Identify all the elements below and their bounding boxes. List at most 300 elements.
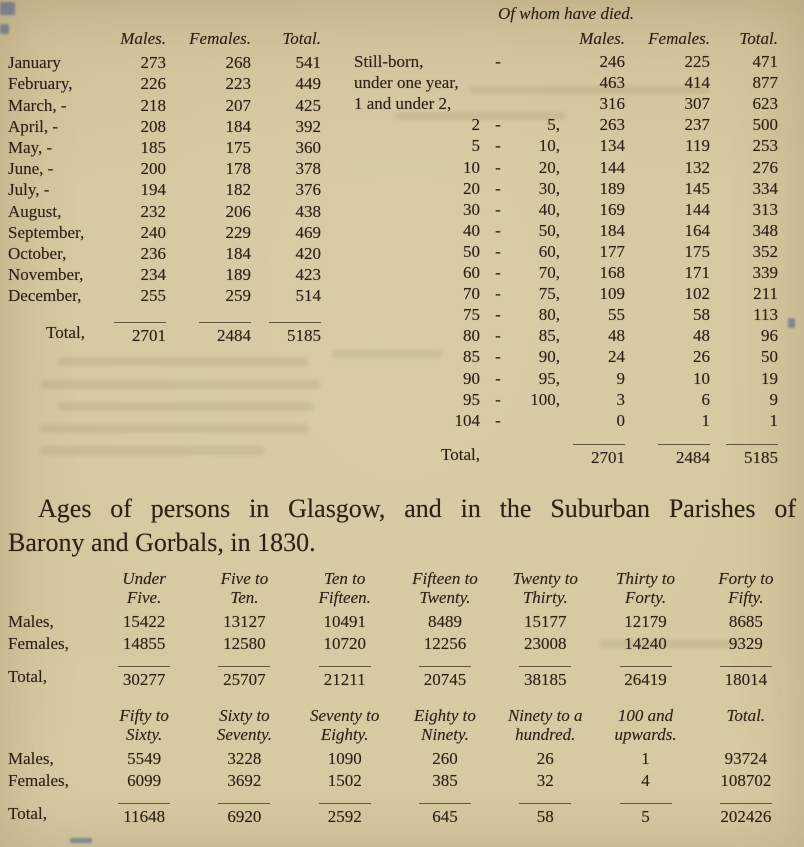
age-band-from: 85 <box>463 347 480 367</box>
deaths-total-row <box>352 444 780 468</box>
males-value: 184 <box>599 220 625 240</box>
males-value: 189 <box>599 178 625 198</box>
month-label: July, - <box>8 180 50 200</box>
females-value: 307 <box>684 94 710 114</box>
age-band-to <box>516 72 560 93</box>
age-band-row <box>352 389 780 410</box>
age-band-dash: - <box>495 220 501 240</box>
age-column-header-line1: Twenty to <box>512 569 578 588</box>
total-value: 877 <box>752 73 778 93</box>
total-label: Total, <box>46 322 85 342</box>
age-band-to <box>516 410 560 431</box>
ages-section <box>8 492 796 828</box>
age-band-dash: - <box>495 284 501 304</box>
month-row <box>8 95 330 116</box>
age-value: 9329 <box>728 634 763 653</box>
age-value: 108702 <box>720 771 772 790</box>
females-value: 178 <box>225 159 251 179</box>
monthly-rows <box>8 52 330 306</box>
age-band-from: 80 <box>463 326 480 346</box>
month-label: October, <box>8 244 67 264</box>
females-value: 175 <box>225 138 251 158</box>
age-band-dash: - <box>495 368 501 388</box>
age-band-row <box>352 51 780 72</box>
age-band-to: 75, <box>538 284 560 304</box>
age-column-header-line1: Fifteen to <box>412 569 478 588</box>
age-column-header-line2: Eighty. <box>320 725 369 744</box>
month-label: June, - <box>8 159 54 179</box>
total-cell <box>495 666 595 691</box>
total-value: 469 <box>295 222 321 242</box>
total-value: 378 <box>295 159 321 179</box>
age-column-header-line1: Forty to <box>718 569 774 588</box>
age-band-from: 50 <box>463 241 480 261</box>
total-value: 96 <box>761 326 778 346</box>
row-label: Females, <box>8 771 69 790</box>
total-value: 392 <box>295 116 321 136</box>
month-label: August, <box>8 201 62 221</box>
age-band-from: 1 and under 2, <box>354 94 452 114</box>
age-band-row <box>352 368 780 389</box>
total-females-value: 2484 <box>199 322 251 346</box>
age-band-dash: - <box>495 326 501 346</box>
females-value: 171 <box>684 263 710 283</box>
age-value: 12580 <box>223 634 266 653</box>
ages-table-part2 <box>8 706 796 828</box>
bleedthrough-smudge <box>40 424 308 433</box>
bleedthrough-smudge <box>58 402 313 411</box>
month-row <box>8 73 330 94</box>
total-value: 352 <box>752 241 778 261</box>
age-band-to: 100, <box>530 389 560 409</box>
ages-table-part1 <box>8 569 796 691</box>
males-value: 232 <box>140 201 166 221</box>
total-males-cell <box>108 322 166 346</box>
total-column-header: Total. <box>282 29 321 48</box>
total-value: 449 <box>295 74 321 94</box>
month-label: February, <box>8 74 73 94</box>
age-band-row <box>352 262 780 283</box>
age-band-to: 70, <box>538 263 560 283</box>
age-band-from: 60 <box>463 263 480 283</box>
males-value: 218 <box>140 95 166 115</box>
month-label: January <box>8 53 61 73</box>
age-column-header-line2: Fifteen. <box>318 588 371 607</box>
ages2-rows <box>8 748 796 792</box>
total-cell <box>595 803 695 828</box>
age-column-header-line2: Ninety. <box>421 725 469 744</box>
females-value: 58 <box>693 305 710 325</box>
males-value: 48 <box>608 326 625 346</box>
age-column-header <box>94 569 194 607</box>
females-value: 206 <box>225 201 251 221</box>
age-column-header-line2: Sixty. <box>125 725 163 744</box>
age-band-row <box>352 346 780 367</box>
age-band-to: 20, <box>538 157 560 177</box>
month-row <box>8 201 330 222</box>
age-band-row <box>352 304 780 325</box>
total-column-header: Total. <box>739 29 778 48</box>
age-value: 260 <box>432 749 458 768</box>
females-column-header: Females. <box>189 29 251 48</box>
total-males-value: 2701 <box>573 444 625 468</box>
total-value: 50 <box>761 347 778 367</box>
females-value: 229 <box>225 222 251 242</box>
females-value: 268 <box>225 53 251 73</box>
total-cell <box>295 666 395 691</box>
total-females-cell <box>166 322 251 346</box>
bleedthrough-smudge <box>40 380 320 389</box>
age-band-row <box>352 283 780 304</box>
month-row <box>8 116 330 137</box>
age-band-dash: - <box>495 389 501 409</box>
females-value: 119 <box>685 136 710 156</box>
total-value: 253 <box>752 136 778 156</box>
age-band-row <box>352 325 780 346</box>
age-column-header-line2: Fifty. <box>728 588 764 607</box>
total-cell <box>194 666 294 691</box>
age-value: 3228 <box>227 749 262 768</box>
males-value: 246 <box>599 52 625 72</box>
females-value: 6 <box>701 389 710 409</box>
row-label: Males, <box>8 749 54 768</box>
total-cell <box>696 803 796 828</box>
age-band-dash: - <box>495 115 501 135</box>
females-value: 189 <box>225 265 251 285</box>
males-value: 240 <box>140 222 166 242</box>
age-band-row <box>352 72 780 93</box>
age-band-to: 90, <box>538 347 560 367</box>
age-band-row <box>352 178 780 199</box>
age-column-header-line1: Ninety to a <box>507 706 583 725</box>
females-value: 184 <box>225 244 251 264</box>
month-row <box>8 243 330 264</box>
females-value: 414 <box>684 73 710 93</box>
males-value: 134 <box>599 136 625 156</box>
females-value: 207 <box>225 95 251 115</box>
age-band-dash <box>480 72 516 93</box>
total-cell <box>696 666 796 691</box>
females-value: 10 <box>693 368 710 388</box>
total-value: 20745 <box>419 666 471 691</box>
ages1-total-row <box>8 666 796 691</box>
section-heading-line1: Ages of persons in Glasgow, and in the Suburban Parishes of <box>38 494 796 523</box>
age-band-dash: - <box>495 410 501 430</box>
total-value: 313 <box>752 199 778 219</box>
total-females-cell <box>625 444 710 468</box>
age-column-header <box>194 706 294 744</box>
ages2-total-row <box>8 803 796 828</box>
total-value: 58 <box>519 803 571 828</box>
age-column-header-line2: Forty. <box>625 588 667 607</box>
age-column-header <box>194 569 294 607</box>
females-column-header: Females. <box>648 29 710 48</box>
total-label: Total, <box>8 667 47 686</box>
males-value: 0 <box>616 410 625 430</box>
age-value: 5549 <box>127 749 162 768</box>
age-value: 15177 <box>524 612 567 631</box>
age-band-to <box>516 51 560 72</box>
age-column-header-line2: Seventy. <box>216 725 273 744</box>
age-band-to: 80, <box>538 305 560 325</box>
total-value: 425 <box>295 95 321 115</box>
females-value: 48 <box>693 326 710 346</box>
row-label: Males, <box>8 612 54 631</box>
age-column-header-line1: Total. <box>726 706 766 725</box>
age-band-row <box>352 220 780 241</box>
males-value: 24 <box>608 347 625 367</box>
males-value: 109 <box>599 284 625 304</box>
males-value: 55 <box>608 305 625 325</box>
ages1-rows <box>8 611 796 655</box>
total-sum-value: 5185 <box>726 444 778 468</box>
total-value: 645 <box>419 803 471 828</box>
total-value: 623 <box>752 94 778 114</box>
age-band-row <box>352 135 780 156</box>
total-females-value: 2484 <box>658 444 710 468</box>
males-value: 226 <box>140 74 166 94</box>
month-row <box>8 264 330 285</box>
month-label: November, <box>8 265 84 285</box>
males-value: 208 <box>140 116 166 136</box>
age-column-header-line2: Twenty. <box>419 588 471 607</box>
total-value: 471 <box>752 52 778 72</box>
age-column-header-line2: Thirty. <box>522 588 568 607</box>
month-label: April, - <box>8 116 59 136</box>
age-value: 8489 <box>427 612 462 631</box>
month-row <box>8 179 330 200</box>
age-column-header-line1: Sixty to <box>219 706 270 725</box>
age-value: 26 <box>536 749 554 768</box>
age-band-row <box>352 114 780 135</box>
females-value: 182 <box>225 180 251 200</box>
ages1-header-row <box>8 569 796 607</box>
age-column-header <box>395 569 495 607</box>
column-spacer <box>352 28 560 49</box>
age-value: 13127 <box>223 612 266 631</box>
age-column-header <box>595 569 695 607</box>
total-value: 38185 <box>519 666 571 691</box>
total-value: 5 <box>620 803 672 828</box>
males-value: 168 <box>599 263 625 283</box>
ages-row <box>8 748 796 770</box>
total-value: 9 <box>769 389 778 409</box>
blue-ink-mark <box>70 838 92 843</box>
age-band-dash: - <box>495 263 501 283</box>
age-column-header <box>696 569 796 607</box>
males-value: 255 <box>140 286 166 306</box>
column-spacer <box>480 444 516 468</box>
column-spacer <box>8 706 94 744</box>
total-value: 21211 <box>319 666 371 691</box>
age-band-dash <box>480 93 516 114</box>
total-value: 113 <box>753 305 778 325</box>
age-band-dash: - <box>495 178 501 198</box>
age-band-to: 30, <box>538 178 560 198</box>
females-value: 237 <box>684 115 710 135</box>
month-row <box>8 137 330 158</box>
total-value: 19 <box>761 368 778 388</box>
total-cell <box>194 803 294 828</box>
females-value: 145 <box>684 178 710 198</box>
age-column-header <box>696 706 796 744</box>
total-value: 334 <box>752 178 778 198</box>
males-value: 463 <box>599 73 625 93</box>
total-value: 202426 <box>720 803 772 828</box>
age-value: 12179 <box>624 612 667 631</box>
age-band-row <box>352 241 780 262</box>
age-column-header-line2: Ten. <box>230 588 259 607</box>
age-band-from: 104 <box>454 410 480 430</box>
age-value: 1090 <box>327 749 362 768</box>
age-value: 14240 <box>624 634 667 653</box>
females-value: 132 <box>684 157 710 177</box>
bleedthrough-smudge <box>40 446 265 455</box>
age-band-row <box>352 199 780 220</box>
total-label: Total, <box>8 804 47 823</box>
month-row <box>8 52 330 73</box>
age-column-header <box>94 706 194 744</box>
total-value: 360 <box>295 138 321 158</box>
age-value: 6099 <box>127 771 162 790</box>
total-cell <box>94 803 194 828</box>
total-value: 423 <box>295 265 321 285</box>
females-value: 102 <box>684 284 710 304</box>
age-column-header <box>495 706 595 744</box>
males-value: 3 <box>616 389 625 409</box>
month-row <box>8 285 330 306</box>
age-band-dash: - <box>495 157 501 177</box>
males-value: 273 <box>140 53 166 73</box>
males-column-header: Males. <box>120 29 166 48</box>
age-band-from: 90 <box>463 368 480 388</box>
age-value: 1 <box>641 749 650 768</box>
males-value: 194 <box>140 180 166 200</box>
age-column-header-line1: Five to <box>220 569 269 588</box>
age-value: 93724 <box>724 749 768 768</box>
age-band-row <box>352 410 780 431</box>
month-row <box>8 158 330 179</box>
month-label: May, - <box>8 138 53 158</box>
age-band-from: 20 <box>463 178 480 198</box>
total-value: 1 <box>769 410 778 430</box>
monthly-deaths-table <box>8 28 330 346</box>
age-column-header-line2: upwards. <box>614 725 677 744</box>
age-value: 32 <box>536 771 554 790</box>
monthly-header-row <box>8 28 330 49</box>
age-band-row <box>352 157 780 178</box>
males-value: 9 <box>616 368 625 388</box>
age-band-to: 85, <box>538 326 560 346</box>
age-band-from: 2 <box>471 115 480 135</box>
age-value: 10491 <box>323 612 366 631</box>
total-total-cell <box>710 444 778 468</box>
age-value: 14855 <box>122 634 166 653</box>
age-value: 12256 <box>423 634 467 653</box>
total-sum-value: 5185 <box>269 322 321 346</box>
females-value: 164 <box>684 220 710 240</box>
section-heading-line2: Barony and Gorbals, in 1830. <box>8 528 316 557</box>
age-value: 3692 <box>227 771 262 790</box>
age-band-to: 10, <box>538 136 560 156</box>
age-band-dash: - <box>495 347 501 367</box>
blue-ink-mark <box>788 318 795 328</box>
females-value: 223 <box>225 74 251 94</box>
total-cell <box>495 803 595 828</box>
males-value: 236 <box>140 244 166 264</box>
age-band-from: Still-born, <box>354 52 424 72</box>
age-band-dash: - <box>495 136 501 156</box>
total-cell <box>395 666 495 691</box>
age-column-header-line1: Seventy to <box>310 706 380 725</box>
age-column-header-line1: Under <box>122 569 166 588</box>
total-males-value: 2701 <box>114 322 166 346</box>
males-value: 185 <box>140 138 166 158</box>
males-value: 234 <box>140 265 166 285</box>
month-label: March, - <box>8 95 67 115</box>
females-value: 184 <box>225 116 251 136</box>
males-value: 169 <box>599 199 625 219</box>
age-band-from: 30 <box>463 199 480 219</box>
deaths-table-title: Of whom have died. <box>498 4 634 23</box>
column-spacer <box>8 569 94 607</box>
age-column-header <box>295 569 395 607</box>
month-label: December, <box>8 286 82 306</box>
females-value: 144 <box>684 199 710 219</box>
total-value: 541 <box>295 53 321 73</box>
total-value: 30277 <box>118 666 170 691</box>
ages2-header-row <box>8 706 796 744</box>
age-band-from: under one year, <box>354 73 459 93</box>
total-value: 211 <box>753 284 778 304</box>
age-value: 10720 <box>323 634 366 653</box>
females-value: 175 <box>684 241 710 261</box>
total-value: 18014 <box>720 666 772 691</box>
age-value: 8685 <box>728 612 763 631</box>
total-cell <box>595 666 695 691</box>
total-value: 11648 <box>118 803 170 828</box>
age-band-to: 5, <box>547 115 560 135</box>
males-value: 316 <box>599 94 625 114</box>
total-males-cell <box>560 444 625 468</box>
ages-row <box>8 770 796 792</box>
age-value: 385 <box>432 771 458 790</box>
age-band-from: 40 <box>463 220 480 240</box>
total-cell <box>94 666 194 691</box>
column-spacer <box>8 28 108 49</box>
total-value: 339 <box>752 263 778 283</box>
total-value: 276 <box>752 157 778 177</box>
age-column-header-line2: Five. <box>126 588 162 607</box>
deaths-by-age-table <box>352 2 780 468</box>
column-spacer <box>516 444 560 468</box>
total-cell <box>295 803 395 828</box>
age-column-header-line1: Ten to <box>323 569 366 588</box>
row-label: Females, <box>8 634 69 653</box>
ages-row <box>8 611 796 633</box>
age-band-to: 60, <box>538 241 560 261</box>
age-column-header-line1: Eighty to <box>414 706 476 725</box>
age-band-dash: - <box>495 241 501 261</box>
age-column-header-line1: Fifty to <box>119 706 169 725</box>
month-label: September, <box>8 222 85 242</box>
age-column-header-line1: Thirty to <box>616 569 676 588</box>
age-value: 15422 <box>122 612 166 631</box>
males-column-header: Males. <box>579 29 625 48</box>
deaths-rows <box>352 51 780 431</box>
total-value: 376 <box>295 180 321 200</box>
total-value: 514 <box>295 286 321 306</box>
